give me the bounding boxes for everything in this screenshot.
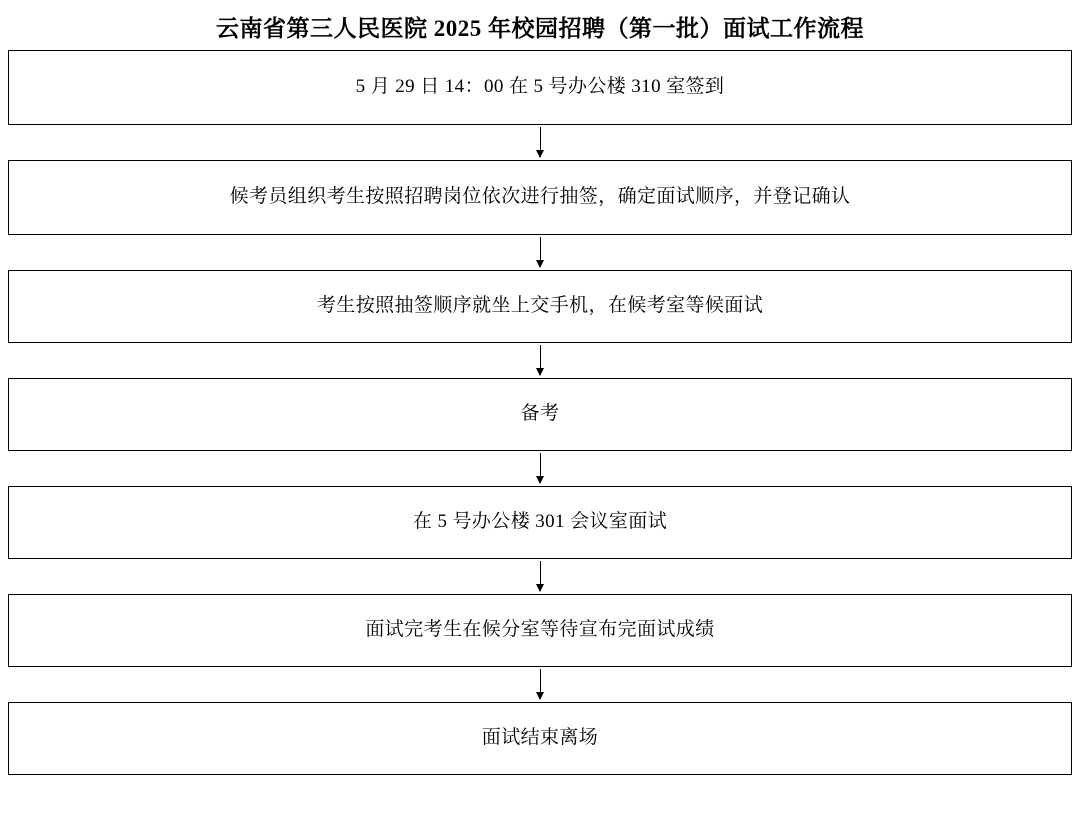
flow-connector-6: [8, 667, 1072, 702]
page-title: 云南省第三人民医院 2025 年校园招聘（第一批）面试工作流程: [216, 16, 864, 41]
flow-step-1: [8, 50, 1072, 125]
flow-connector-5: [8, 559, 1072, 594]
flow-step-6-label: 面试完考生在候分室等待宣布完面试成绩: [365, 619, 715, 641]
flow-step-5: [8, 486, 1072, 559]
flow-step-4: [8, 378, 1072, 451]
flow-connector-2: [8, 235, 1072, 270]
arrow-down-icon: [540, 237, 541, 267]
arrow-down-icon: [540, 561, 541, 591]
flowchart-container: [8, 50, 1072, 775]
flow-step-1-label: 5 月 29 日 14：00 在 5 号办公楼 310 室签到: [355, 76, 725, 98]
flow-step-7-label: 面试结束离场: [481, 727, 599, 749]
flow-step-5-label: 在 5 号办公楼 301 会议室面试: [412, 511, 668, 533]
flow-step-3-label: 考生按照抽签顺序就坐上交手机，在候考室等候面试: [316, 295, 764, 317]
arrow-down-icon: [540, 453, 541, 483]
arrow-down-icon: [540, 127, 541, 157]
flow-step-3: [8, 270, 1072, 343]
flow-connector-1: [8, 125, 1072, 160]
flow-step-6: [8, 594, 1072, 667]
flow-connector-4: [8, 451, 1072, 486]
flow-step-7: [8, 702, 1072, 775]
arrow-down-icon: [540, 345, 541, 375]
flow-connector-3: [8, 343, 1072, 378]
flow-step-2-label: 候考员组织考生按照招聘岗位依次进行抽签，确定面试顺序，并登记确认: [229, 186, 851, 208]
arrow-down-icon: [540, 669, 541, 699]
flow-step-4-label: 备考: [520, 403, 560, 425]
flow-step-2: [8, 160, 1072, 235]
